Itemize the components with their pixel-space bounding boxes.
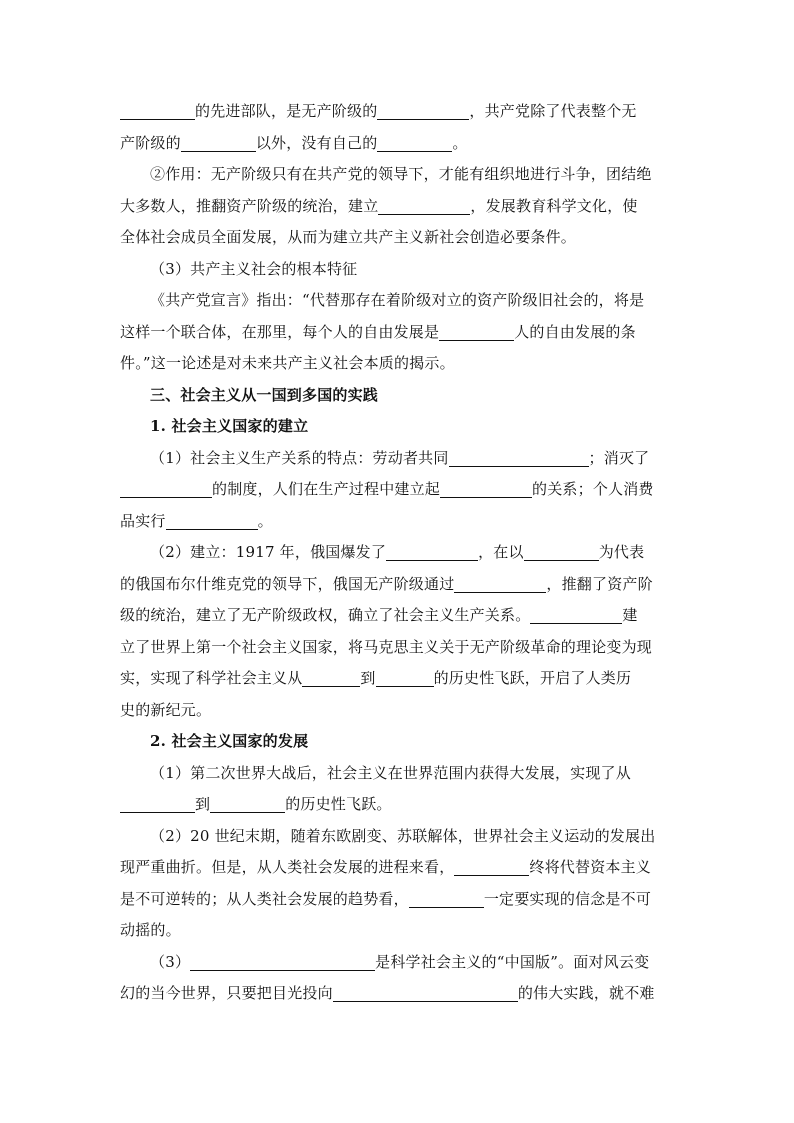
- text-segment: 。: [257, 511, 273, 530]
- text-segment: （1）第二次世界大战后，社会主义在世界范围内获得大发展，实现了从: [150, 763, 631, 782]
- text-segment: 的历史性飞跃，开启了人类历: [433, 669, 632, 687]
- text-line: [120, 600, 680, 632]
- text-segment: 到: [195, 795, 211, 813]
- text-segment: ；消灭了: [588, 448, 650, 467]
- text-line: [120, 947, 680, 979]
- text-segment: 《共产党宣言》指出：“代替那存在着阶级对立的资产阶级旧社会的，将是: [150, 291, 645, 309]
- text-segment: 以外，没有自己的: [255, 133, 378, 152]
- fill-in-blank[interactable]: [377, 101, 469, 120]
- text-line: [120, 789, 680, 821]
- text-segment: 终将代替资本主义: [529, 858, 652, 876]
- fill-in-blank[interactable]: [377, 133, 452, 152]
- text-line: [120, 978, 680, 1010]
- text-line: [120, 254, 680, 286]
- text-segment: 建: [622, 606, 638, 624]
- text-segment: 幻的当今世界，只要把目光投向: [120, 984, 333, 1002]
- text-segment: 1. 社会主义国家的建立: [150, 417, 309, 435]
- fill-in-blank[interactable]: [439, 322, 514, 341]
- text-line: [120, 632, 680, 664]
- text-line: [120, 96, 680, 128]
- text-segment: 。: [452, 133, 468, 152]
- text-segment: 三、社会主义从一国到多国的实践: [150, 385, 379, 404]
- fill-in-blank[interactable]: [120, 794, 195, 813]
- text-line: [120, 537, 680, 569]
- text-segment: 实，实现了科学社会主义从: [120, 669, 303, 687]
- text-segment: 是科学社会主义的“中国版”。面对风云变: [375, 952, 650, 971]
- text-segment: 动摇的。: [120, 921, 181, 939]
- text-segment: 为代表: [598, 543, 645, 561]
- fill-in-blank[interactable]: [449, 448, 589, 467]
- text-line: [120, 506, 680, 538]
- fill-in-blank[interactable]: [302, 668, 360, 687]
- text-line: [120, 474, 680, 506]
- fill-in-blank[interactable]: [120, 479, 212, 498]
- fill-in-blank[interactable]: [210, 794, 285, 813]
- text-segment: 是不可逆转的；从人类社会发展的趋势看，: [120, 889, 409, 908]
- fill-in-blank[interactable]: [333, 983, 518, 1002]
- section-heading: [120, 380, 680, 412]
- text-segment: ，发展教育科学文化，使: [470, 196, 638, 215]
- text-segment: 的制度，人们在生产过程中建立起: [212, 480, 441, 498]
- fill-in-blank[interactable]: [386, 542, 478, 561]
- text-segment: 大多数人，推翻资产阶级的统治，建立: [120, 196, 379, 215]
- text-segment: 史的新纪元。: [120, 700, 212, 719]
- text-line: [120, 821, 680, 853]
- text-segment: 这样一个联合体，在那里，每个人的自由发展是: [120, 322, 440, 341]
- text-segment: （2）建立：1917 年，俄国爆发了: [150, 543, 387, 561]
- text-line: [120, 884, 680, 916]
- text-segment: （2）20 世纪末期，随着东欧剧变、苏联解体，世界社会主义运动的发展出: [150, 826, 656, 845]
- text-segment: 的先进部队，是无产阶级的: [195, 102, 378, 120]
- text-segment: 一定要实现的信念是不可: [483, 889, 652, 908]
- fill-in-blank[interactable]: [524, 542, 599, 561]
- fill-in-blank[interactable]: [376, 668, 434, 687]
- text-segment: 产阶级的: [120, 133, 181, 152]
- text-segment: 品实行: [120, 511, 166, 530]
- text-segment: 2. 社会主义国家的发展: [150, 732, 309, 750]
- section-heading: [120, 411, 680, 443]
- text-line: [120, 348, 680, 380]
- fill-in-blank[interactable]: [454, 574, 546, 593]
- fill-in-blank[interactable]: [409, 889, 484, 908]
- text-segment: 人的自由发展的条: [514, 322, 636, 341]
- text-segment: 现严重曲折。但是，从人类社会发展的进程来看，: [120, 858, 455, 876]
- text-segment: （3）共产主义社会的根本特征: [150, 259, 358, 278]
- section-heading: [120, 726, 680, 758]
- text-line: [120, 159, 680, 191]
- fill-in-blank[interactable]: [530, 605, 622, 624]
- text-segment: 的俄国布尔什维克党的领导下，俄国无产阶级通过: [120, 574, 455, 593]
- fill-in-blank[interactable]: [378, 196, 470, 215]
- document-body: [120, 96, 680, 1010]
- fill-in-blank[interactable]: [166, 511, 258, 530]
- text-segment: ②作用：无产阶级只有在共产党的领导下，才能有组织地进行斗争，团结绝: [150, 165, 652, 183]
- text-segment: （3）: [150, 952, 191, 971]
- text-line: [120, 569, 680, 601]
- text-segment: （1）社会主义生产关系的特点：劳动者共同: [150, 448, 449, 467]
- text-line: [120, 191, 680, 223]
- text-line: [120, 128, 680, 160]
- fill-in-blank[interactable]: [120, 101, 195, 120]
- text-segment: 的伟大实践，就不难: [517, 984, 655, 1002]
- text-segment: 的历史性飞跃。: [285, 795, 392, 813]
- text-segment: 件。”这一论述是对未来共产主义社会本质的揭示。: [120, 354, 455, 372]
- text-segment: ，推翻了资产阶: [546, 574, 653, 593]
- text-segment: 的关系；个人消费: [532, 480, 654, 498]
- text-segment: 到: [360, 669, 376, 687]
- text-line: [120, 317, 680, 349]
- text-line: [120, 915, 680, 947]
- text-line: [120, 758, 680, 790]
- text-segment: ，共产党除了代表整个无: [469, 102, 637, 120]
- text-segment: 立了世界上第一个社会主义国家，将马克思主义关于无产阶级革命的理论变为现: [120, 637, 653, 656]
- text-segment: ，在以: [478, 543, 524, 561]
- text-line: [120, 222, 680, 254]
- fill-in-blank[interactable]: [190, 952, 375, 971]
- text-line: [120, 443, 680, 475]
- fill-in-blank[interactable]: [454, 857, 529, 876]
- text-line: [120, 852, 680, 884]
- text-line: [120, 695, 680, 727]
- text-line: [120, 285, 680, 317]
- text-segment: 全体社会成员全面发展，从而为建立共产主义新社会创造必要条件。: [120, 228, 577, 246]
- fill-in-blank[interactable]: [440, 479, 532, 498]
- text-line: [120, 663, 680, 695]
- text-segment: 级的统治，建立了无产阶级政权，确立了社会主义生产关系。: [120, 606, 531, 624]
- fill-in-blank[interactable]: [181, 133, 256, 152]
